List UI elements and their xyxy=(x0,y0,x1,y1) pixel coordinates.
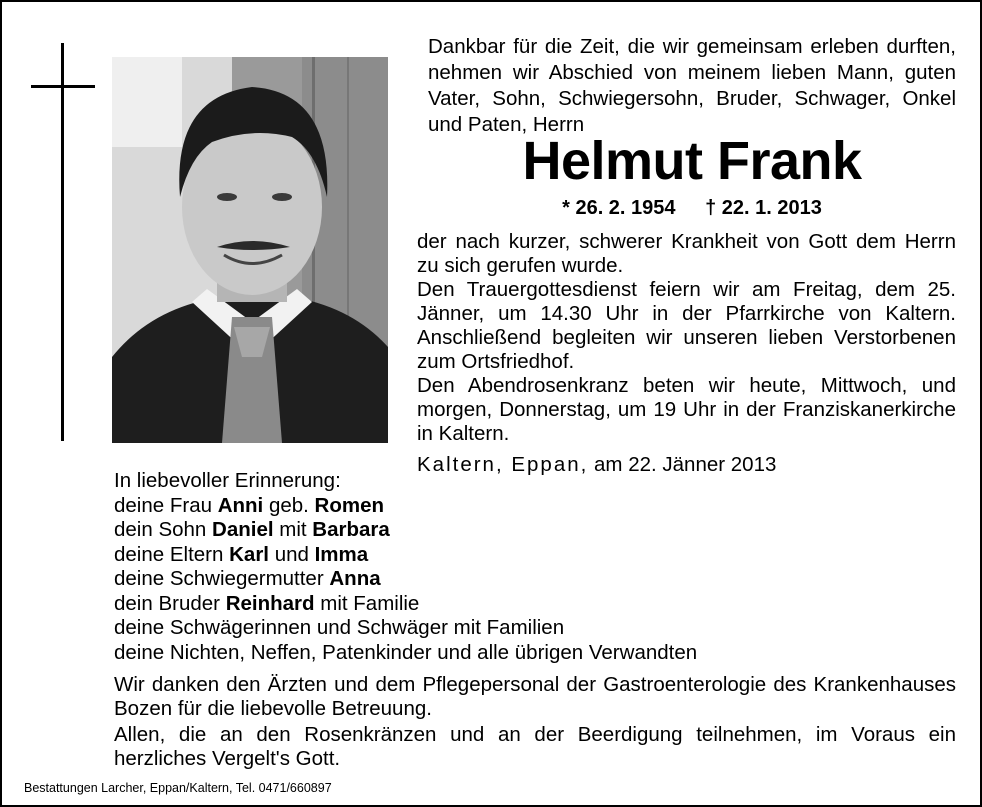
birth-date: * 26. 2. 1954 xyxy=(562,197,676,219)
mourner-line: deine Nichten, Neffen, Patenkinder und alle übrigen Verwandten xyxy=(114,640,698,664)
life-dates xyxy=(428,195,956,221)
thanks-doctors: Wir danken den Ärzten und dem Pflegepersonal der Gastroenterologie des Krankenhauses Bozen für die liebevolle Betreuung. xyxy=(114,673,956,720)
mourner-line: deine Schwiegermutter Anna xyxy=(114,567,381,590)
portrait-photo xyxy=(112,57,388,443)
mourners-heading: In liebevoller Erinnerung: xyxy=(114,469,341,492)
thanks-section xyxy=(114,673,956,773)
notice-date: am 22. Jänner 2013 xyxy=(594,453,777,476)
paragraph-rosary: Den Abendrosenkranz beten wir heute, Mittwoch, und morgen, Donnerstag, um 19 Uhr in der Franziskanerkirche in Kaltern. xyxy=(417,374,956,445)
mourner-line: deine Frau Anni geb. Romen xyxy=(114,493,385,517)
intro-text: Dankbar für die Zeit, die wir gemeinsam erleben durften, nehmen wir Abschied von meinem lieben Mann, guten Vater, Sohn, Schwiegersohn, Bruder, Schwager, Onkel und Paten, Herrn xyxy=(428,35,956,136)
paragraph-death: der nach kurzer, schwerer Krankheit von Gott dem Herrn zu sich gerufen wurde. xyxy=(417,230,956,277)
paragraph-funeral: Den Trauergottesdienst feiern wir am Freitag, dem 25. Jänner, um 14.30 Uhr in der Pfarrkirche von Kaltern. Anschließend begleiten wir unseren lieben Verstorbenen zum Ortsfriedhof. xyxy=(417,278,956,373)
mourners-list xyxy=(114,469,894,665)
cross-icon xyxy=(61,43,64,441)
deceased-name: Helmut Frank xyxy=(522,131,862,191)
death-date: † 22. 1. 2013 xyxy=(705,197,822,219)
cross-icon-bar xyxy=(31,85,95,88)
funeral-home-footer: Bestattungen Larcher, Eppan/Kaltern, Tel. 0471/660897 xyxy=(24,781,332,795)
mourner-line: dein Sohn Daniel mit Barbara xyxy=(114,518,390,541)
mourner-line: deine Eltern Karl und Imma xyxy=(114,542,369,566)
mourner-line: dein Bruder Reinhard mit Familie xyxy=(114,591,420,615)
place-names: Kaltern, Eppan, xyxy=(417,453,589,476)
mourner-line: deine Schwägerinnen und Schwäger mit Familien xyxy=(114,616,565,639)
thanks-attendees: Allen, die an den Rosenkränzen und an der Beerdigung teilnehmen, im Voraus ein herzliches Vergelt's Gott. xyxy=(114,723,956,770)
